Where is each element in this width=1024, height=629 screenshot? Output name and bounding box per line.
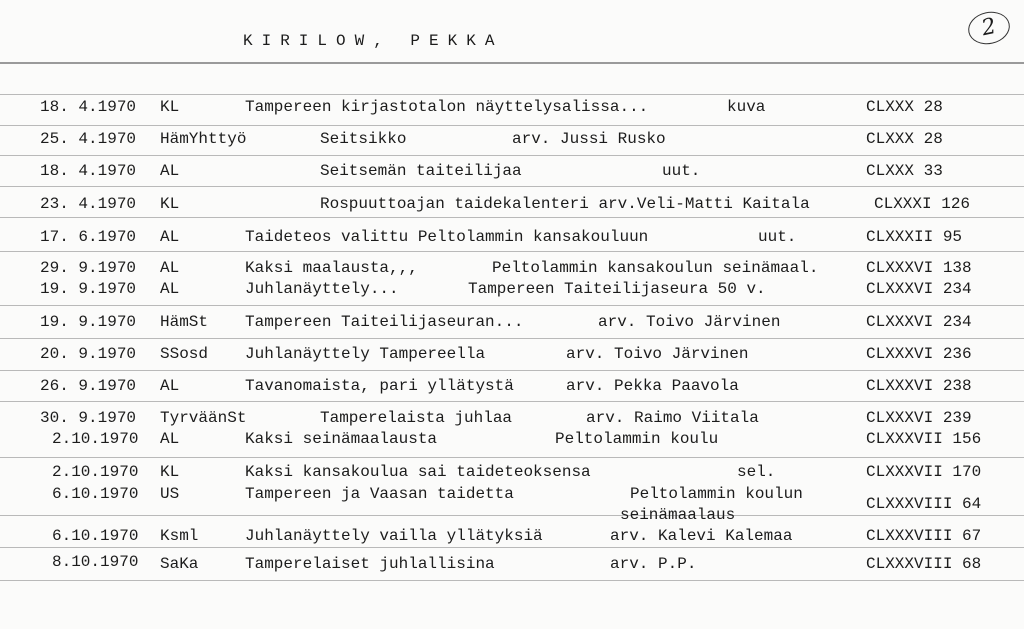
entry-title: Taideteos valittu Peltolammin kansakouluun xyxy=(245,228,649,246)
entry-note: arv. Kalevi Kalemaa xyxy=(610,527,793,545)
entry-date: 25. 4.1970 xyxy=(40,130,137,148)
line-rule xyxy=(0,155,1024,156)
entry-title: Tampereen kirjastotalon näyttelysalissa... xyxy=(245,98,649,116)
entry-source: AL xyxy=(160,162,180,180)
line-rule xyxy=(0,125,1024,126)
entry-source: KL xyxy=(160,195,180,213)
entry-date: 6.10.1970 xyxy=(52,485,139,503)
line-rule xyxy=(0,94,1024,95)
entry-source: AL xyxy=(160,430,180,448)
entry-ref: CLXXXI 126 xyxy=(874,195,971,213)
line-rule xyxy=(0,338,1024,339)
line-rule xyxy=(0,457,1024,458)
entry-date: 2.10.1970 xyxy=(52,430,139,448)
entry-note: Peltolammin koulu xyxy=(555,430,719,448)
entry-title: Kaksi maalausta,,, xyxy=(245,259,418,277)
entry-ref: CLXXXVI 138 xyxy=(866,259,972,277)
line-rule xyxy=(0,515,1024,516)
person-name-header: KIRILOW, PEKKA xyxy=(243,32,504,50)
entry-date: 23. 4.1970 xyxy=(40,195,137,213)
entry-source: AL xyxy=(160,280,180,298)
line-rule xyxy=(0,251,1024,252)
entry-title: Tamperelaista juhlaa xyxy=(320,409,513,427)
entry-title: Juhlanäyttely Tampereella xyxy=(245,345,486,363)
entry-note: uut. xyxy=(758,228,797,246)
entry-note-continued: seinämaalaus xyxy=(620,506,736,524)
entry-note: uut. xyxy=(662,162,701,180)
entry-date: 8.10.1970 xyxy=(52,553,139,571)
line-rule xyxy=(0,547,1024,548)
entry-source: TyrväänSt xyxy=(160,409,247,427)
entry-date: 20. 9.1970 xyxy=(40,345,137,363)
entry-ref: CLXXXII 95 xyxy=(866,228,963,246)
entry-date: 18. 4.1970 xyxy=(40,98,137,116)
header-rule xyxy=(0,62,1024,64)
entry-source: HämSt xyxy=(160,313,209,331)
entry-title: Juhlanäyttely vailla yllätyksiä xyxy=(245,527,543,545)
entry-title: Tamperelaiset juhlallisina xyxy=(245,555,495,573)
entry-note: sel. xyxy=(737,463,776,481)
entry-ref: CLXXXVI 236 xyxy=(866,345,972,363)
entry-ref: CLXXXVI 234 xyxy=(866,280,972,298)
entry-ref: CLXXXVII 156 xyxy=(866,430,982,448)
entry-ref: CLXXXVIII 64 xyxy=(866,495,982,513)
entry-source: Ksml xyxy=(160,527,199,545)
entry-source: AL xyxy=(160,228,180,246)
entry-date: 19. 9.1970 xyxy=(40,280,137,298)
entry-date: 26. 9.1970 xyxy=(40,377,137,395)
entry-ref: CLXXXVI 238 xyxy=(866,377,972,395)
entry-note: Tampereen Taiteilijaseura 50 v. xyxy=(468,280,766,298)
entry-title: Seitsemän taiteilijaa xyxy=(320,162,522,180)
entry-note: arv. Jussi Rusko xyxy=(512,130,666,148)
entry-note: Peltolammin kansakoulun seinämaal. xyxy=(492,259,819,277)
line-rule xyxy=(0,401,1024,402)
line-rule xyxy=(0,217,1024,218)
entry-source: KL xyxy=(160,98,180,116)
line-rule xyxy=(0,305,1024,306)
entry-note: kuva xyxy=(727,98,766,116)
entry-date: 2.10.1970 xyxy=(52,463,139,481)
line-rule xyxy=(0,186,1024,187)
entry-source: KL xyxy=(160,463,180,481)
entry-title: Kaksi seinämaalausta xyxy=(245,430,438,448)
entry-source: AL xyxy=(160,377,180,395)
entry-date: 17. 6.1970 xyxy=(40,228,137,246)
line-rule xyxy=(0,580,1024,581)
entry-ref: CLXXX 28 xyxy=(866,98,943,116)
entry-ref: CLXXXVIII 67 xyxy=(866,527,982,545)
entry-note: arv. Pekka Paavola xyxy=(566,377,739,395)
entry-note: arv. P.P. xyxy=(610,555,697,573)
entry-title: Rospuuttoajan taidekalenteri arv.Veli-Matti Kaitala xyxy=(320,195,810,213)
entry-ref: CLXXXVII 170 xyxy=(866,463,982,481)
entry-note: arv. Raimo Viitala xyxy=(586,409,759,427)
line-rule xyxy=(0,370,1024,371)
entry-ref: CLXXXVI 239 xyxy=(866,409,972,427)
entry-source: SaKa xyxy=(160,555,199,573)
entry-title: Seitsikko xyxy=(320,130,407,148)
entry-title: Tavanomaista, pari yllätystä xyxy=(245,377,514,395)
entry-date: 18. 4.1970 xyxy=(40,162,137,180)
entry-title: Kaksi kansakoulua sai taideteoksensa xyxy=(245,463,591,481)
entry-title: Tampereen ja Vaasan taidetta xyxy=(245,485,514,503)
entry-note: Peltolammin koulun xyxy=(630,485,803,503)
entry-title: Juhlanäyttely... xyxy=(245,280,399,298)
entry-title: Tampereen Taiteilijaseuran... xyxy=(245,313,524,331)
page-number-circle: 2 xyxy=(965,8,1013,48)
entry-note: arv. Toivo Järvinen xyxy=(566,345,749,363)
entry-date: 30. 9.1970 xyxy=(40,409,137,427)
entry-source: SSosd xyxy=(160,345,209,363)
entry-source: HämYhttyö xyxy=(160,130,247,148)
entry-date: 29. 9.1970 xyxy=(40,259,137,277)
entry-ref: CLXXXVIII 68 xyxy=(866,555,982,573)
entry-ref: CLXXXVI 234 xyxy=(866,313,972,331)
entry-date: 19. 9.1970 xyxy=(40,313,137,331)
entry-date: 6.10.1970 xyxy=(52,527,139,545)
entry-source: US xyxy=(160,485,180,503)
entry-note: arv. Toivo Järvinen xyxy=(598,313,781,331)
entry-ref: CLXXX 33 xyxy=(866,162,943,180)
entry-ref: CLXXX 28 xyxy=(866,130,943,148)
entry-source: AL xyxy=(160,259,180,277)
